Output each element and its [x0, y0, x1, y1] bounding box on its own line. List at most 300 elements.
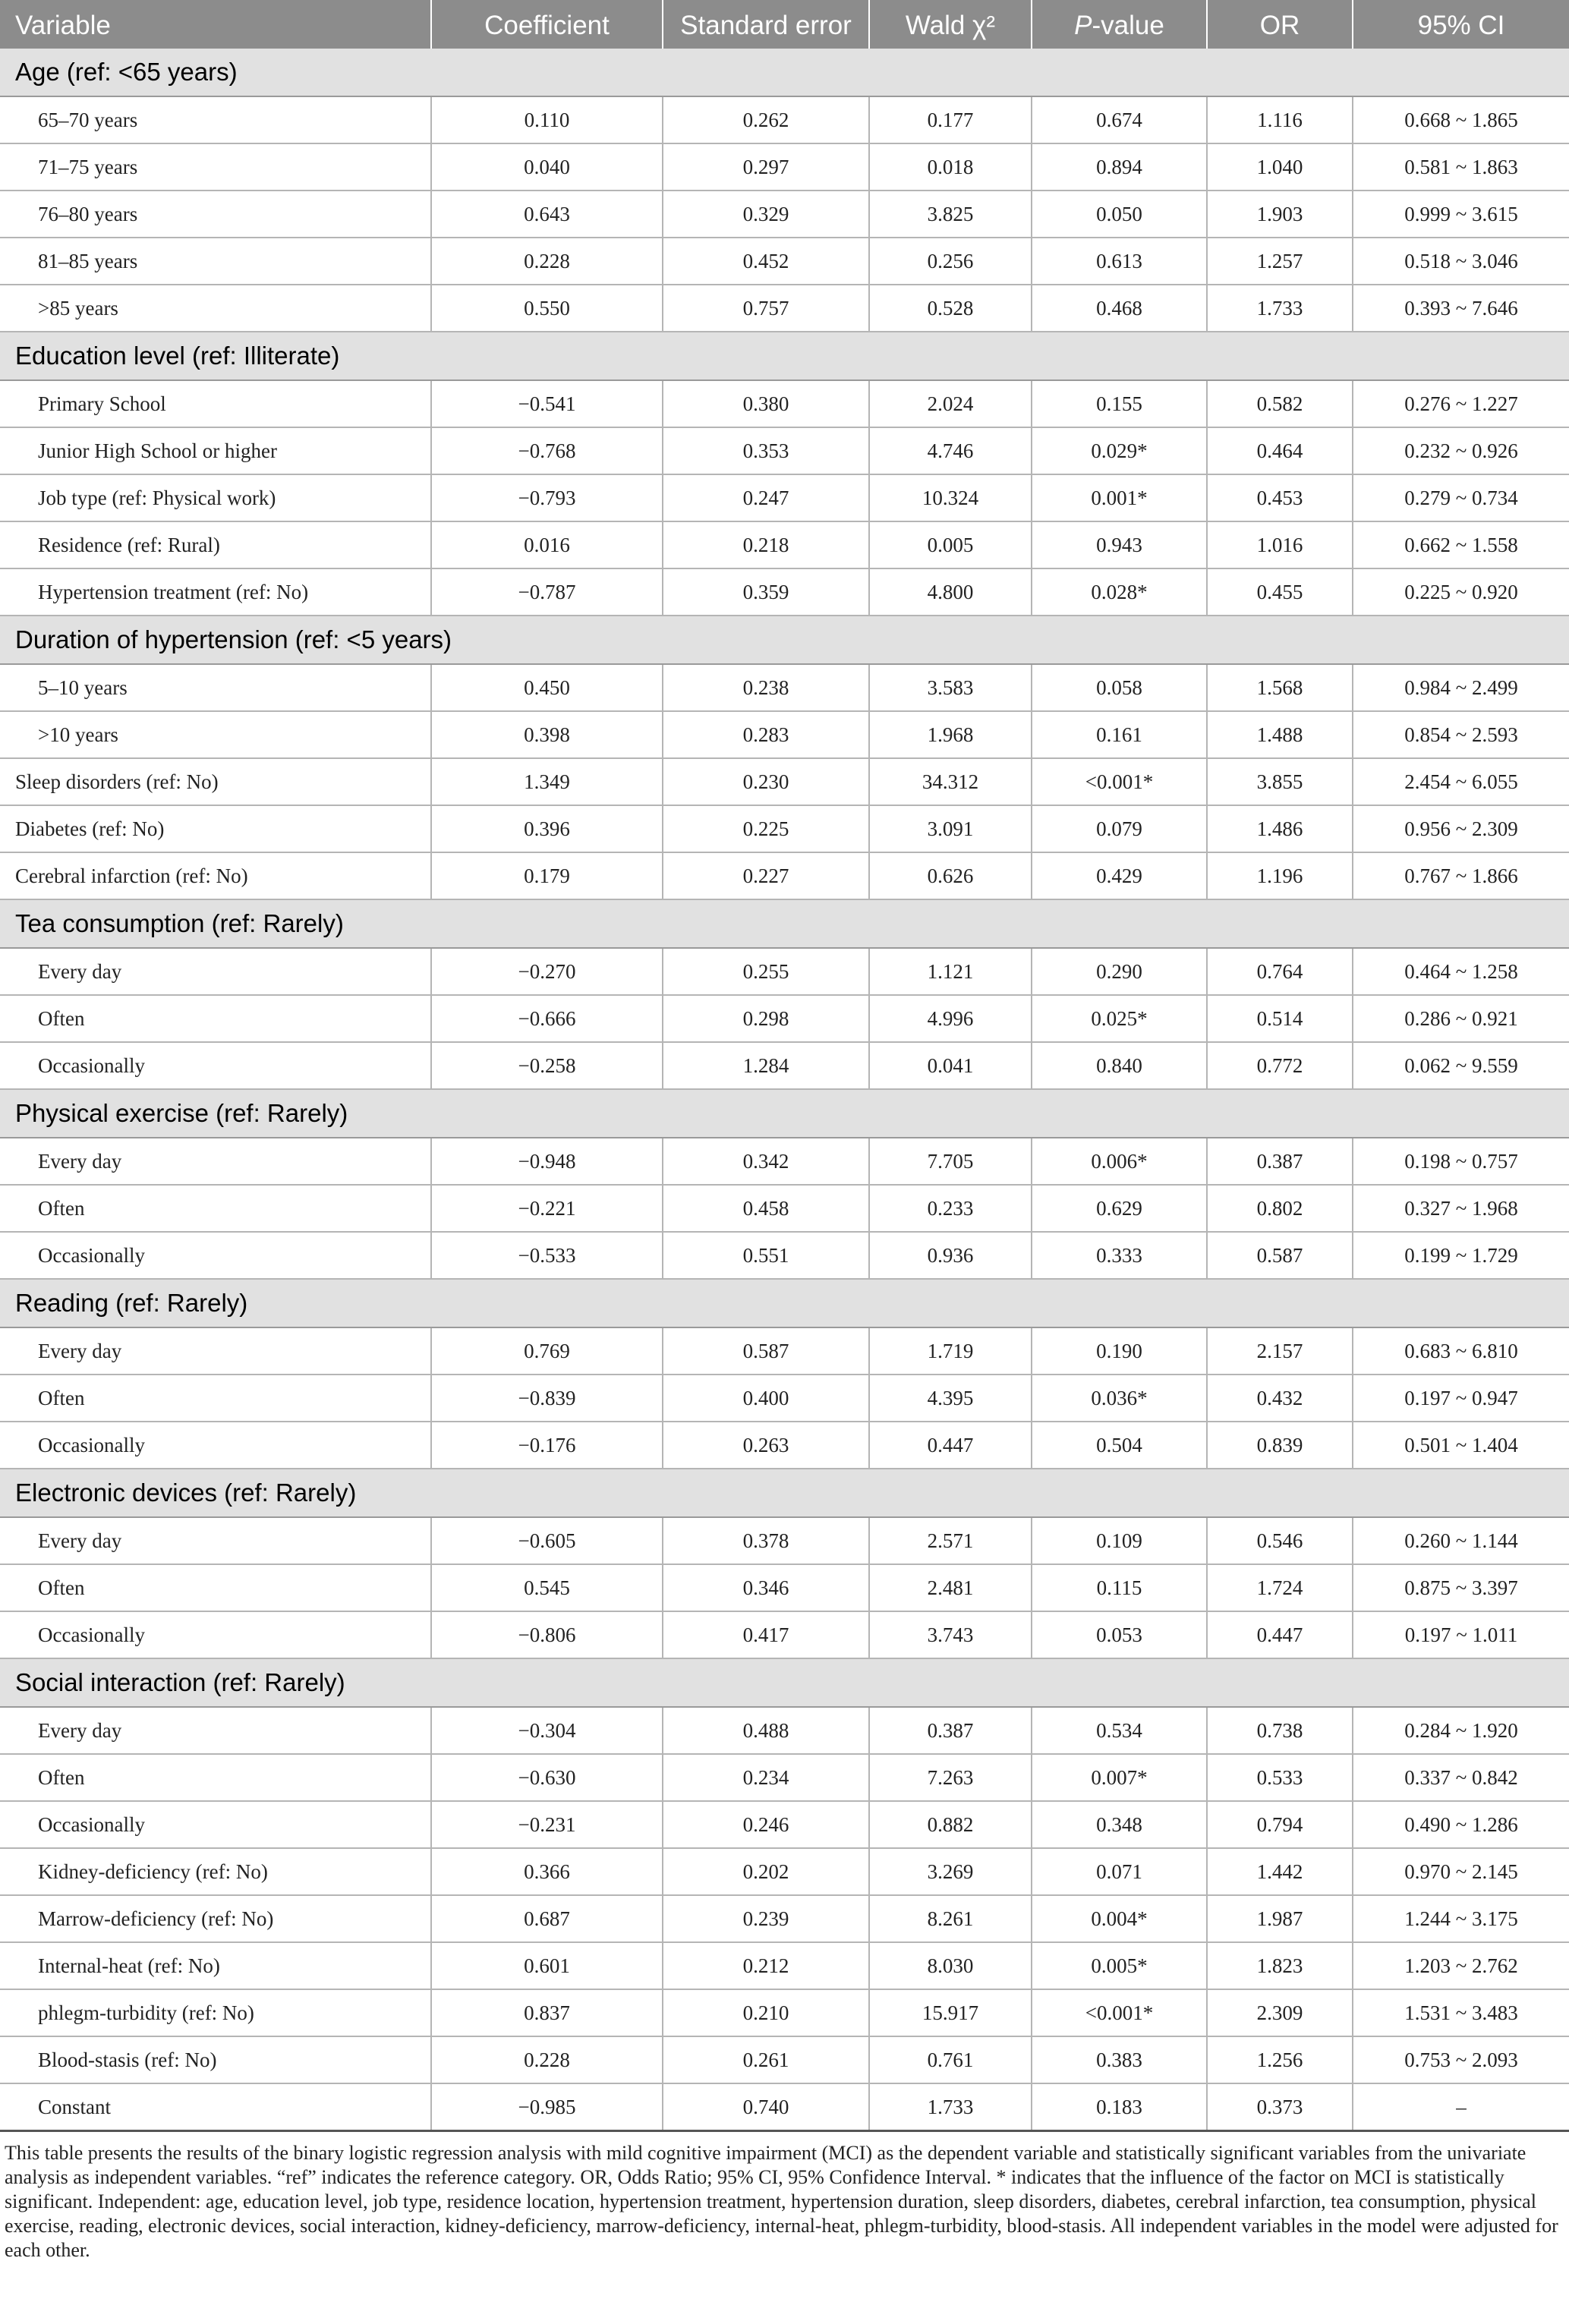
p-value-cell: 0.001*: [1032, 474, 1207, 521]
ci-cell: 0.875 ~ 3.397: [1353, 1564, 1569, 1611]
coefficient-cell: −0.768: [431, 427, 663, 474]
p-value-cell: 0.348: [1032, 1801, 1207, 1848]
standard-error-cell: 0.346: [663, 1564, 869, 1611]
standard-error-cell: 0.298: [663, 995, 869, 1042]
coefficient-cell: 0.450: [431, 664, 663, 711]
table-row: [0, 143, 1569, 191]
column-header-variable: Variable: [0, 0, 431, 49]
variable-cell: Junior High School or higher: [0, 427, 431, 474]
p-value-cell: 0.161: [1032, 711, 1207, 758]
table-row: [0, 1517, 1569, 1564]
standard-error-cell: 0.227: [663, 852, 869, 899]
standard-error-cell: 0.247: [663, 474, 869, 521]
table-row: [0, 2036, 1569, 2083]
group-title: Education level (ref: Illiterate): [0, 332, 1569, 380]
standard-error-cell: 0.262: [663, 96, 869, 143]
or-cell: 1.823: [1207, 1942, 1353, 1989]
p-value-cell: <0.001*: [1032, 1989, 1207, 2036]
ci-cell: 0.753 ~ 2.093: [1353, 2036, 1569, 2083]
table-row: [0, 758, 1569, 805]
table-header: [0, 0, 1569, 49]
coefficient-cell: 0.769: [431, 1327, 663, 1375]
or-cell: 0.587: [1207, 1232, 1353, 1279]
p-value-cell: 0.840: [1032, 1042, 1207, 1089]
p-value-cell: 0.155: [1032, 380, 1207, 427]
wald-cell: 0.256: [869, 238, 1032, 285]
ci-cell: 0.854 ~ 2.593: [1353, 711, 1569, 758]
table-row: [0, 1989, 1569, 2036]
p-value-cell: 0.025*: [1032, 995, 1207, 1042]
wald-cell: 1.733: [869, 2083, 1032, 2131]
standard-error-cell: 0.230: [663, 758, 869, 805]
table-row: [0, 568, 1569, 616]
variable-cell: Every day: [0, 1327, 431, 1375]
standard-error-cell: 0.378: [663, 1517, 869, 1564]
variable-cell: Cerebral infarction (ref: No): [0, 852, 431, 899]
ci-cell: –: [1353, 2083, 1569, 2131]
group-title: Reading (ref: Rarely): [0, 1279, 1569, 1327]
variable-cell: Hypertension treatment (ref: No): [0, 568, 431, 616]
coefficient-cell: 0.016: [431, 521, 663, 568]
wald-cell: 0.447: [869, 1422, 1032, 1469]
variable-cell: Occasionally: [0, 1232, 431, 1279]
standard-error-cell: 0.452: [663, 238, 869, 285]
wald-cell: 3.825: [869, 191, 1032, 238]
or-cell: 1.488: [1207, 711, 1353, 758]
p-value-cell: 0.613: [1032, 238, 1207, 285]
or-cell: 0.533: [1207, 1754, 1353, 1801]
or-cell: 1.040: [1207, 143, 1353, 191]
group-header-row: [0, 899, 1569, 948]
variable-cell: Often: [0, 1185, 431, 1232]
variable-cell: 76–80 years: [0, 191, 431, 238]
coefficient-cell: 1.349: [431, 758, 663, 805]
wald-cell: 0.177: [869, 96, 1032, 143]
p-value-cell: 0.183: [1032, 2083, 1207, 2131]
table-row: [0, 711, 1569, 758]
group-header-row: [0, 332, 1569, 380]
or-cell: 0.772: [1207, 1042, 1353, 1089]
standard-error-cell: 0.458: [663, 1185, 869, 1232]
or-cell: 1.442: [1207, 1848, 1353, 1895]
table-row: [0, 285, 1569, 332]
wald-cell: 0.761: [869, 2036, 1032, 2083]
group-header-row: [0, 616, 1569, 664]
table-row: [0, 474, 1569, 521]
coefficient-cell: 0.398: [431, 711, 663, 758]
or-cell: 0.546: [1207, 1517, 1353, 1564]
variable-cell: Constant: [0, 2083, 431, 2131]
p-value-cell: 0.007*: [1032, 1754, 1207, 1801]
coefficient-cell: 0.643: [431, 191, 663, 238]
wald-cell: 0.936: [869, 1232, 1032, 1279]
ci-cell: 0.999 ~ 3.615: [1353, 191, 1569, 238]
variable-cell: Often: [0, 995, 431, 1042]
table-row: [0, 2083, 1569, 2131]
ci-cell: 1.531 ~ 3.483: [1353, 1989, 1569, 2036]
column-header-coefficient: Coefficient: [431, 0, 663, 49]
coefficient-cell: −0.304: [431, 1707, 663, 1754]
variable-cell: Every day: [0, 1517, 431, 1564]
wald-cell: 1.968: [869, 711, 1032, 758]
standard-error-cell: 0.329: [663, 191, 869, 238]
p-value-cell: 0.004*: [1032, 1895, 1207, 1942]
coefficient-cell: −0.839: [431, 1375, 663, 1422]
or-cell: 0.455: [1207, 568, 1353, 616]
group-title: Electronic devices (ref: Rarely): [0, 1469, 1569, 1517]
coefficient-cell: −0.176: [431, 1422, 663, 1469]
variable-cell: 71–75 years: [0, 143, 431, 191]
or-cell: 1.724: [1207, 1564, 1353, 1611]
standard-error-cell: 0.551: [663, 1232, 869, 1279]
coefficient-cell: 0.228: [431, 238, 663, 285]
or-cell: 1.568: [1207, 664, 1353, 711]
table-row: [0, 1707, 1569, 1754]
ci-cell: 0.327 ~ 1.968: [1353, 1185, 1569, 1232]
standard-error-cell: 0.218: [663, 521, 869, 568]
column-header-or: OR: [1207, 0, 1353, 49]
ci-cell: 0.767 ~ 1.866: [1353, 852, 1569, 899]
coefficient-cell: 0.228: [431, 2036, 663, 2083]
standard-error-cell: 0.202: [663, 1848, 869, 1895]
standard-error-cell: 0.234: [663, 1754, 869, 1801]
wald-cell: 7.263: [869, 1754, 1032, 1801]
table-row: [0, 1327, 1569, 1375]
ci-cell: 0.284 ~ 1.920: [1353, 1707, 1569, 1754]
p-value-cell: 0.468: [1032, 285, 1207, 332]
wald-cell: 3.091: [869, 805, 1032, 852]
standard-error-cell: 0.263: [663, 1422, 869, 1469]
variable-cell: Blood-stasis (ref: No): [0, 2036, 431, 2083]
ci-cell: 0.062 ~ 9.559: [1353, 1042, 1569, 1089]
standard-error-cell: 0.417: [663, 1611, 869, 1658]
or-cell: 2.157: [1207, 1327, 1353, 1375]
table-row: [0, 1564, 1569, 1611]
p-value-cell: 0.005*: [1032, 1942, 1207, 1989]
p-value-cell: 0.943: [1032, 521, 1207, 568]
standard-error-cell: 0.239: [663, 1895, 869, 1942]
coefficient-cell: −0.787: [431, 568, 663, 616]
standard-error-cell: 0.261: [663, 2036, 869, 2083]
standard-error-cell: 0.740: [663, 2083, 869, 2131]
or-cell: 0.432: [1207, 1375, 1353, 1422]
coefficient-cell: −0.793: [431, 474, 663, 521]
variable-cell: 5–10 years: [0, 664, 431, 711]
variable-cell: Sleep disorders (ref: No): [0, 758, 431, 805]
table-row: [0, 1375, 1569, 1422]
p-value-cell: 0.036*: [1032, 1375, 1207, 1422]
group-title: Physical exercise (ref: Rarely): [0, 1089, 1569, 1138]
table-row: [0, 1042, 1569, 1089]
variable-cell: Often: [0, 1564, 431, 1611]
standard-error-cell: 0.400: [663, 1375, 869, 1422]
table-row: [0, 1754, 1569, 1801]
wald-cell: 3.743: [869, 1611, 1032, 1658]
variable-cell: Job type (ref: Physical work): [0, 474, 431, 521]
standard-error-cell: 0.587: [663, 1327, 869, 1375]
group-title: Tea consumption (ref: Rarely): [0, 899, 1569, 948]
or-cell: 0.839: [1207, 1422, 1353, 1469]
p-value-cell: 0.894: [1032, 143, 1207, 191]
standard-error-cell: 0.380: [663, 380, 869, 427]
ci-cell: 0.490 ~ 1.286: [1353, 1801, 1569, 1848]
table-row: [0, 1801, 1569, 1848]
p-value-cell: 0.006*: [1032, 1138, 1207, 1185]
wald-cell: 4.395: [869, 1375, 1032, 1422]
coefficient-cell: 0.110: [431, 96, 663, 143]
ci-cell: 0.668 ~ 1.865: [1353, 96, 1569, 143]
p-value-cell: 0.109: [1032, 1517, 1207, 1564]
ci-cell: 0.197 ~ 1.011: [1353, 1611, 1569, 1658]
wald-cell: 0.233: [869, 1185, 1032, 1232]
standard-error-cell: 0.359: [663, 568, 869, 616]
p-value-cell: 0.050: [1032, 191, 1207, 238]
coefficient-cell: −0.806: [431, 1611, 663, 1658]
group-title: Duration of hypertension (ref: <5 years): [0, 616, 1569, 664]
variable-cell: Occasionally: [0, 1422, 431, 1469]
coefficient-cell: 0.040: [431, 143, 663, 191]
or-cell: 1.196: [1207, 852, 1353, 899]
table-row: [0, 96, 1569, 143]
table-row: [0, 1185, 1569, 1232]
p-value-cell: 0.029*: [1032, 427, 1207, 474]
or-cell: 0.387: [1207, 1138, 1353, 1185]
ci-cell: 0.225 ~ 0.920: [1353, 568, 1569, 616]
group-header-row: [0, 1089, 1569, 1138]
group-header-row: [0, 1279, 1569, 1327]
p-value-cell: 0.028*: [1032, 568, 1207, 616]
standard-error-cell: 0.210: [663, 1989, 869, 2036]
p-letter: P: [1074, 11, 1092, 40]
wald-cell: 0.041: [869, 1042, 1032, 1089]
wald-cell: 0.528: [869, 285, 1032, 332]
variable-cell: 81–85 years: [0, 238, 431, 285]
ci-cell: 0.970 ~ 2.145: [1353, 1848, 1569, 1895]
wald-cell: 0.005: [869, 521, 1032, 568]
standard-error-cell: 0.255: [663, 948, 869, 995]
group-header-row: [0, 1469, 1569, 1517]
column-header-p-value: P-value: [1032, 0, 1207, 49]
variable-cell: >10 years: [0, 711, 431, 758]
coefficient-cell: 0.179: [431, 852, 663, 899]
variable-cell: 65–70 years: [0, 96, 431, 143]
coefficient-cell: −0.541: [431, 380, 663, 427]
standard-error-cell: 0.246: [663, 1801, 869, 1848]
p-value-cell: 0.071: [1032, 1848, 1207, 1895]
p-value-cell: <0.001*: [1032, 758, 1207, 805]
wald-cell: 0.882: [869, 1801, 1032, 1848]
or-cell: 0.514: [1207, 995, 1353, 1042]
coefficient-cell: −0.221: [431, 1185, 663, 1232]
variable-cell: Often: [0, 1754, 431, 1801]
table-row: [0, 1895, 1569, 1942]
or-cell: 2.309: [1207, 1989, 1353, 2036]
table-row: [0, 380, 1569, 427]
wald-cell: 34.312: [869, 758, 1032, 805]
variable-cell: phlegm-turbidity (ref: No): [0, 1989, 431, 2036]
table-row: [0, 1611, 1569, 1658]
ci-cell: 0.518 ~ 3.046: [1353, 238, 1569, 285]
p-value-cell: 0.190: [1032, 1327, 1207, 1375]
coefficient-cell: 0.396: [431, 805, 663, 852]
coefficient-cell: −0.533: [431, 1232, 663, 1279]
group-header-row: [0, 49, 1569, 96]
ci-cell: 0.198 ~ 0.757: [1353, 1138, 1569, 1185]
wald-cell: 8.261: [869, 1895, 1032, 1942]
table-row: [0, 1848, 1569, 1895]
variable-cell: Diabetes (ref: No): [0, 805, 431, 852]
standard-error-cell: 0.353: [663, 427, 869, 474]
wald-cell: 1.121: [869, 948, 1032, 995]
or-cell: 0.447: [1207, 1611, 1353, 1658]
or-cell: 3.855: [1207, 758, 1353, 805]
or-cell: 1.987: [1207, 1895, 1353, 1942]
wald-cell: 2.481: [869, 1564, 1032, 1611]
p-value-cell: 0.333: [1032, 1232, 1207, 1279]
ci-cell: 0.260 ~ 1.144: [1353, 1517, 1569, 1564]
wald-cell: 10.324: [869, 474, 1032, 521]
table-row: [0, 995, 1569, 1042]
ci-cell: 0.581 ~ 1.863: [1353, 143, 1569, 191]
coefficient-cell: −0.948: [431, 1138, 663, 1185]
p-value-cell: 0.429: [1032, 852, 1207, 899]
column-header-standard-error: Standard error: [663, 0, 869, 49]
table-row: [0, 238, 1569, 285]
p-value-cell: 0.290: [1032, 948, 1207, 995]
p-value-cell: 0.674: [1032, 96, 1207, 143]
or-cell: 0.764: [1207, 948, 1353, 995]
coefficient-cell: 0.366: [431, 1848, 663, 1895]
or-cell: 0.464: [1207, 427, 1353, 474]
table-row: [0, 948, 1569, 995]
or-cell: 1.257: [1207, 238, 1353, 285]
table-row: [0, 805, 1569, 852]
wald-cell: 4.746: [869, 427, 1032, 474]
p-value-cell: 0.629: [1032, 1185, 1207, 1232]
ci-cell: 2.454 ~ 6.055: [1353, 758, 1569, 805]
wald-cell: 4.800: [869, 568, 1032, 616]
coefficient-cell: 0.687: [431, 1895, 663, 1942]
standard-error-cell: 0.238: [663, 664, 869, 711]
or-cell: 1.733: [1207, 285, 1353, 332]
p-value-cell: 0.504: [1032, 1422, 1207, 1469]
wald-cell: 3.269: [869, 1848, 1032, 1895]
wald-cell: 8.030: [869, 1942, 1032, 1989]
coefficient-cell: −0.231: [431, 1801, 663, 1848]
variable-cell: Internal-heat (ref: No): [0, 1942, 431, 1989]
wald-cell: 4.996: [869, 995, 1032, 1042]
column-header-ci: 95% CI: [1353, 0, 1569, 49]
coefficient-cell: −0.985: [431, 2083, 663, 2131]
table-body: [0, 49, 1569, 2131]
ci-cell: 0.393 ~ 7.646: [1353, 285, 1569, 332]
standard-error-cell: 0.342: [663, 1138, 869, 1185]
ci-cell: 0.662 ~ 1.558: [1353, 521, 1569, 568]
coefficient-cell: 0.601: [431, 1942, 663, 1989]
standard-error-cell: 1.284: [663, 1042, 869, 1089]
coefficient-cell: 0.837: [431, 1989, 663, 2036]
table-row: [0, 191, 1569, 238]
ci-cell: 0.276 ~ 1.227: [1353, 380, 1569, 427]
p-value-cell: 0.115: [1032, 1564, 1207, 1611]
table-row: [0, 521, 1569, 568]
wald-cell: 2.571: [869, 1517, 1032, 1564]
ci-cell: 1.203 ~ 2.762: [1353, 1942, 1569, 1989]
wald-cell: 2.024: [869, 380, 1032, 427]
ci-cell: 0.984 ~ 2.499: [1353, 664, 1569, 711]
variable-cell: Every day: [0, 948, 431, 995]
wald-cell: 15.917: [869, 1989, 1032, 2036]
standard-error-cell: 0.297: [663, 143, 869, 191]
coefficient-cell: −0.258: [431, 1042, 663, 1089]
table-row: [0, 1232, 1569, 1279]
variable-cell: Kidney-deficiency (ref: No): [0, 1848, 431, 1895]
group-title: Social interaction (ref: Rarely): [0, 1658, 1569, 1707]
or-cell: 0.794: [1207, 1801, 1353, 1848]
wald-cell: 7.705: [869, 1138, 1032, 1185]
variable-cell: >85 years: [0, 285, 431, 332]
variable-cell: Every day: [0, 1138, 431, 1185]
variable-cell: Marrow-deficiency (ref: No): [0, 1895, 431, 1942]
ci-cell: 0.683 ~ 6.810: [1353, 1327, 1569, 1375]
table-row: [0, 1422, 1569, 1469]
table-row: [0, 852, 1569, 899]
wald-cell: 0.018: [869, 143, 1032, 191]
ci-cell: 0.464 ~ 1.258: [1353, 948, 1569, 995]
ci-cell: 0.337 ~ 0.842: [1353, 1754, 1569, 1801]
or-cell: 0.582: [1207, 380, 1353, 427]
standard-error-cell: 0.757: [663, 285, 869, 332]
variable-cell: Primary School: [0, 380, 431, 427]
variable-cell: Every day: [0, 1707, 431, 1754]
p-value-cell: 0.058: [1032, 664, 1207, 711]
group-title: Age (ref: <65 years): [0, 49, 1569, 96]
variable-cell: Occasionally: [0, 1611, 431, 1658]
table-row: [0, 1942, 1569, 1989]
ci-cell: 0.199 ~ 1.729: [1353, 1232, 1569, 1279]
wald-cell: 0.387: [869, 1707, 1032, 1754]
or-cell: 0.738: [1207, 1707, 1353, 1754]
wald-cell: 0.626: [869, 852, 1032, 899]
ci-cell: 0.279 ~ 0.734: [1353, 474, 1569, 521]
header-row: [0, 0, 1569, 49]
group-header-row: [0, 1658, 1569, 1707]
table-row: [0, 664, 1569, 711]
variable-cell: Often: [0, 1375, 431, 1422]
p-value-cell: 0.383: [1032, 2036, 1207, 2083]
or-cell: 1.256: [1207, 2036, 1353, 2083]
or-cell: 1.486: [1207, 805, 1353, 852]
ci-cell: 0.232 ~ 0.926: [1353, 427, 1569, 474]
wald-cell: 3.583: [869, 664, 1032, 711]
wald-cell: 1.719: [869, 1327, 1032, 1375]
p-value-cell: 0.079: [1032, 805, 1207, 852]
standard-error-cell: 0.283: [663, 711, 869, 758]
variable-cell: Occasionally: [0, 1801, 431, 1848]
coefficient-cell: −0.630: [431, 1754, 663, 1801]
ci-cell: 0.197 ~ 0.947: [1353, 1375, 1569, 1422]
standard-error-cell: 0.212: [663, 1942, 869, 1989]
coefficient-cell: −0.666: [431, 995, 663, 1042]
column-header-wald: Wald χ²: [869, 0, 1032, 49]
or-cell: 0.373: [1207, 2083, 1353, 2131]
table-footnote: This table presents the results of the binary logistic regression analysis with mild cognitive impairment (MCI) as the dependent variable and statistically significant variables from the univariate analysis as independent variables. “ref” indicates the reference category. OR, Odds Ratio; 95% CI, 95% Confidence Interval. * indicates that the influence of the factor on MCI is statistically significant. Independent: age, education level, job type, residence location, hypertension treatment, hypertension duration, sleep disorders, diabetes, cerebral infarction, tea consumption, physical exercise, reading, electronic devices, social interaction, kidney-deficiency, marrow-deficiency, internal-heat, phlegm-turbidity, blood-stasis. All independent variables in the model were adjusted for each other.: [5, 2142, 1558, 2261]
p-value-cell: 0.534: [1032, 1707, 1207, 1754]
variable-cell: Residence (ref: Rural): [0, 521, 431, 568]
coefficient-cell: 0.550: [431, 285, 663, 332]
or-cell: 1.903: [1207, 191, 1353, 238]
or-cell: 1.116: [1207, 96, 1353, 143]
